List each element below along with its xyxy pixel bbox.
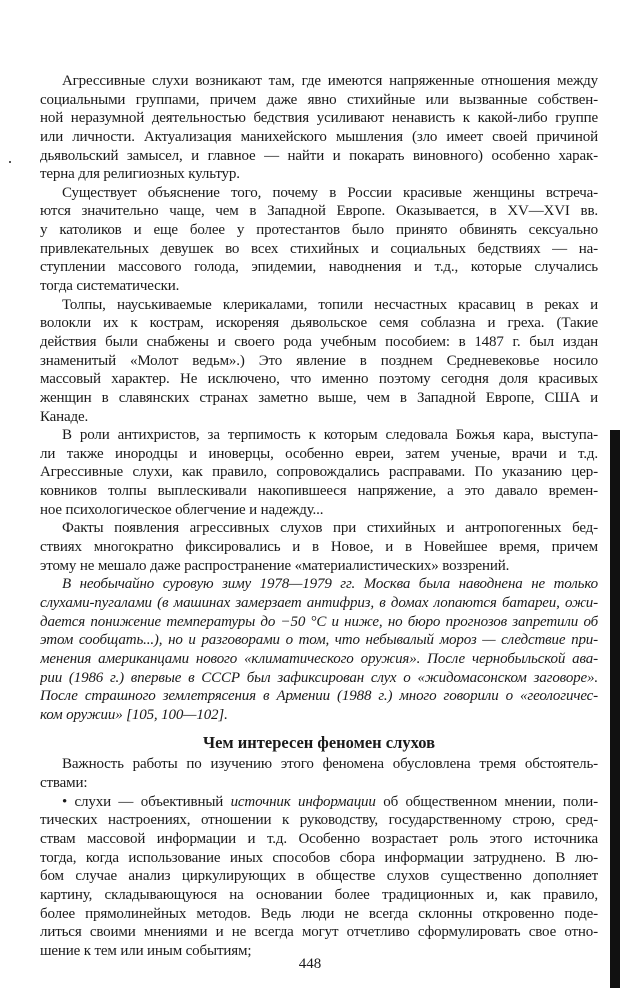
text-line: бом случае анализ циркулирующих в обществе слухов существенно дополняет bbox=[40, 868, 598, 885]
paragraph bbox=[40, 184, 598, 296]
text-line: терна для религиозных культур. bbox=[40, 166, 240, 183]
text-line: более прямолинейных методов. Ведь люди не всегда склонны откровенно поде- bbox=[40, 905, 598, 922]
intro-paragraph bbox=[40, 755, 598, 792]
text-line: привлекательных девушек во всех стихийных и социальных бедствиях — на- bbox=[40, 240, 598, 257]
bullet-text: • слухи — объективный bbox=[62, 793, 231, 810]
text-line: ковников толпы выплескивали накопившееся напряжение, а это давало времен- bbox=[40, 483, 598, 500]
text-line: ствиях многократно фиксировались и в Новое, и в Новейшее время, причем bbox=[40, 539, 598, 556]
text-line: дьявольский замысел, и главное — найти и покарать виновного) особенно харак- bbox=[40, 147, 598, 164]
bullet-text: об общественном мнении, поли- bbox=[375, 793, 598, 810]
text-line: ком оружии» [105, 100—102]. bbox=[40, 706, 228, 723]
text-line: слухами-пугалами (в машинах замерзает антифриз, в домах лопаются батареи, ожи- bbox=[40, 594, 598, 611]
text-line: тогда, когда использование иных способов сбора информации затруднено. В лю- bbox=[40, 849, 598, 866]
text-line: дается понижение температуры до −50 °С и ниже, но бюро прогнозов запретили об bbox=[40, 613, 598, 630]
text-line: волокли их к кострам, искореняя дьявольское семя соблазна и греха. (Такие bbox=[40, 315, 598, 332]
text-line: массовый характер. Не исключено, что именно поэтому сегодня доля красивых bbox=[40, 371, 598, 388]
text-line: ствами: bbox=[40, 775, 88, 792]
text-line: Существует объяснение того, почему в России красивые женщины встреча- bbox=[62, 184, 598, 201]
text-line: Канаде. bbox=[40, 408, 89, 425]
text-line: действия были снабжены и своего рода учебным пособием: в 1487 г. был издан bbox=[40, 333, 598, 350]
page-body bbox=[40, 72, 598, 960]
text-line: ступлении массового голода, эпидемии, наводнения и т.д., которые случались bbox=[40, 259, 598, 276]
emphasis-text: источник информации bbox=[230, 793, 376, 810]
text-line: Агрессивные слухи возникают там, где имеются напряженные отношения между bbox=[62, 73, 598, 89]
text-line: ствам массовой информации и т.д. Особенно возрастает роль этого источника bbox=[40, 830, 598, 847]
text-line: менения американцами нового «климатического оружия». После чернобыльской ава- bbox=[40, 650, 598, 667]
bullet-paragraph bbox=[40, 793, 598, 961]
text-line: женщин в славянских странах заметно выше, чем в Западной Европе, США и bbox=[40, 389, 598, 406]
section-heading: Чем интересен феномен слухов bbox=[203, 733, 435, 753]
paragraph bbox=[40, 296, 598, 426]
text-line: ются значительно чаще, чем в Западной Европе. Оказывается, в XV—XVI вв. bbox=[40, 203, 598, 220]
paragraph bbox=[40, 72, 598, 184]
text-line: рии (1986 г.) впервые в СССР был зафиксирован слух о «жидомасонском заговоре». bbox=[40, 669, 598, 686]
paragraph bbox=[40, 426, 598, 519]
text-line: Толпы, науськиваемые клерикалами, топили несчастных красавиц в реках и bbox=[62, 296, 598, 313]
text-line: или личности. Актуализация манихейского мышления (зло имеет своей причиной bbox=[40, 128, 598, 145]
text-line: картину, складывающуюся на основании более традиционных и, как правило, bbox=[40, 886, 598, 903]
text-line: ное психологическое облегчение и надежду... bbox=[40, 501, 324, 518]
text-line: шение к тем или иным событиям; bbox=[40, 942, 252, 959]
text-line: В роли антихристов, за терпимость к которым следовала Божья кара, выступа- bbox=[62, 427, 598, 444]
text-line: ной неразумной деятельностью бедствия усиливают ненависть к какой-либо группе bbox=[40, 110, 598, 127]
text-line: ли также инородцы и иноверцы, особенно евреи, затем ученые, врачи и т.д. bbox=[40, 445, 598, 462]
text-line: социальными группами, причем даже явно стихийные или вызванные собствен- bbox=[40, 91, 598, 108]
text-line: Агрессивные слухи, как правило, сопровождались расправами. По указанию цер- bbox=[40, 464, 598, 481]
text-line: тических настроениях, отношении к руководству, государственному строю, сред- bbox=[40, 812, 598, 829]
scan-speck bbox=[9, 161, 11, 163]
body-paragraphs bbox=[40, 72, 598, 724]
text-line: этому не мешало даже распространение «материалистических» воззрений. bbox=[40, 557, 510, 574]
text-line: После страшного землетрясения в Армении (1988 г.) много говорили о «геологичес- bbox=[40, 688, 598, 705]
text-line: тогда систематически. bbox=[40, 278, 180, 295]
text-line: у католиков и еще более у протестантов было принято обвинять сексуально bbox=[40, 222, 598, 239]
example-paragraph bbox=[40, 575, 598, 724]
page-number: 448 bbox=[298, 956, 322, 972]
text-line: этом сообщать...), но и разговорами о том, что небывалый мороз — следствие при- bbox=[40, 632, 598, 649]
text-line bbox=[40, 793, 598, 812]
paragraph bbox=[40, 519, 598, 575]
text-line: знаменитый «Молот ведьм».) Это явление в позднем Средневековье носило bbox=[40, 352, 598, 369]
scan-edge-shadow bbox=[610, 430, 620, 988]
text-line: Важность работы по изучению этого феномена обусловлена тремя обстоятель- bbox=[62, 756, 598, 773]
text-line: литься своими мнениями и не всегда могут отчетливо сформулировать свое отно- bbox=[40, 924, 598, 941]
text-line: Факты появления агрессивных слухов при стихийных и антропогенных бед- bbox=[62, 520, 598, 537]
text-line: В необычайно суровую зиму 1978—1979 гг. Москва была наводнена не только bbox=[62, 576, 598, 593]
